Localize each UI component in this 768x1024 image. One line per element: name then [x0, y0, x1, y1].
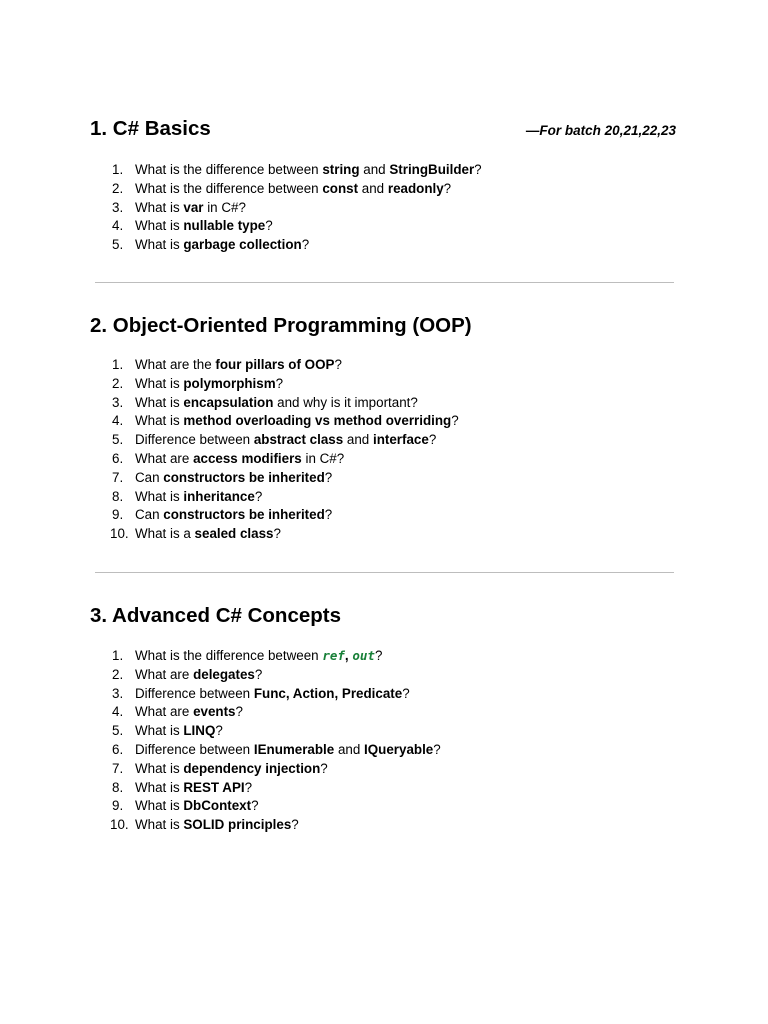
section-csharp-basics	[90, 116, 680, 253]
list-item	[112, 506, 459, 525]
item-number: 2.	[112, 180, 124, 196]
list-item	[112, 816, 441, 835]
item-text: ?	[215, 723, 223, 739]
item-keyword: interface	[372, 432, 429, 448]
item-keyword: method overloading vs method overriding	[183, 413, 452, 429]
item-number: 6.	[112, 450, 124, 466]
list-item	[112, 741, 441, 760]
batch-note-dash: —	[525, 123, 540, 138]
item-keyword: nullable type	[183, 218, 266, 234]
item-text: ?	[428, 432, 437, 448]
item-text: and	[358, 180, 388, 196]
item-text: and why is it important?	[273, 394, 418, 410]
item-text: What are	[135, 450, 194, 466]
item-text: ,	[344, 648, 353, 663]
item-text: ?	[374, 648, 383, 663]
list-item	[112, 647, 441, 666]
item-text: What is the difference between	[135, 162, 323, 177]
question-list	[112, 647, 441, 835]
item-keyword: IEnumerable	[253, 741, 335, 757]
item-text: What is	[135, 723, 184, 739]
item-text: What is	[135, 218, 184, 234]
item-text: What is	[135, 237, 184, 253]
item-keyword: abstract class	[253, 432, 344, 448]
item-text: ?	[235, 704, 243, 720]
list-item	[112, 703, 441, 722]
item-keyword: access modifiers	[193, 450, 302, 466]
item-keyword: REST API	[183, 779, 245, 795]
item-number: 2.	[112, 666, 124, 682]
item-number: 4.	[112, 218, 124, 234]
code-keyword-ref: ref	[322, 648, 345, 663]
list-item	[112, 525, 459, 544]
section-title: 3. Advanced C# Concepts	[90, 604, 342, 627]
list-item	[112, 161, 482, 180]
item-text: What is	[135, 375, 184, 391]
list-item	[112, 199, 482, 218]
item-text: ?	[265, 218, 273, 234]
item-text: What is	[135, 394, 184, 410]
item-keyword: const	[322, 180, 359, 196]
item-text: What are	[135, 666, 194, 682]
item-number: 4.	[112, 704, 124, 720]
item-keyword: delegates	[193, 666, 255, 682]
item-text: and	[334, 741, 365, 757]
item-text: What is	[135, 199, 184, 215]
item-number: 4.	[112, 413, 124, 429]
item-keyword: DbContext	[183, 798, 252, 814]
item-keyword: readonly	[387, 180, 444, 196]
item-number: 10.	[110, 526, 129, 542]
item-text: Difference between	[135, 432, 254, 448]
item-text: ?	[254, 666, 263, 682]
item-text: ?	[244, 779, 253, 795]
section-divider	[95, 282, 674, 283]
item-number: 9.	[112, 507, 124, 523]
item-text: in C#?	[203, 199, 246, 215]
item-text: ?	[251, 798, 259, 814]
item-text: What is	[135, 798, 184, 814]
item-keyword: StringBuilder	[389, 162, 475, 177]
item-keyword: events	[193, 704, 236, 720]
list-item	[112, 666, 441, 685]
item-text: Can	[135, 469, 164, 485]
item-keyword: garbage collection	[183, 237, 302, 253]
item-keyword: IQueryable	[364, 741, 434, 757]
section-title: 2. Object-Oriented Programming (OOP)	[90, 314, 472, 337]
item-keyword: polymorphism	[183, 375, 276, 391]
item-text: What is	[135, 413, 184, 429]
item-number: 3.	[112, 199, 124, 215]
item-number: 1.	[112, 162, 124, 177]
item-text: What is the difference between	[135, 180, 323, 196]
item-number: 10.	[110, 817, 129, 833]
item-keyword: SOLID principles	[183, 817, 292, 833]
item-text: ?	[402, 685, 410, 701]
item-text: What is	[135, 779, 184, 795]
item-keyword: constructors be inherited	[163, 469, 325, 485]
item-number: 9.	[112, 798, 124, 814]
item-number: 7.	[112, 760, 124, 776]
item-text: in C#?	[301, 450, 345, 466]
list-item	[112, 356, 459, 375]
item-number: 8.	[112, 488, 124, 504]
section-divider	[95, 572, 674, 573]
item-number: 5.	[112, 432, 124, 448]
item-number: 5.	[112, 723, 124, 739]
item-number: 8.	[112, 779, 124, 795]
item-text: ?	[320, 760, 328, 776]
list-item	[112, 779, 441, 798]
item-text: ?	[451, 413, 459, 429]
item-text: What is a	[135, 526, 195, 542]
list-item	[112, 760, 441, 779]
item-number: 5.	[112, 237, 124, 253]
item-number: 2.	[112, 375, 124, 391]
item-keyword: Func, Action, Predicate	[253, 685, 403, 701]
list-item	[112, 217, 482, 236]
list-item	[112, 450, 459, 469]
item-text: ?	[324, 507, 333, 523]
list-item	[112, 722, 441, 741]
list-item	[112, 180, 482, 199]
item-text: ?	[254, 488, 263, 504]
list-item	[112, 488, 459, 507]
item-text: ?	[275, 375, 284, 391]
list-item	[112, 431, 459, 450]
code-keyword-out: out	[352, 648, 375, 663]
list-item	[112, 394, 459, 413]
list-item	[112, 412, 459, 431]
item-number: 3.	[112, 685, 124, 701]
list-item	[112, 236, 482, 255]
item-text: ?	[474, 162, 482, 177]
item-keyword: encapsulation	[183, 394, 274, 410]
question-list	[112, 161, 482, 255]
item-text: ?	[291, 817, 299, 833]
section-oop	[90, 313, 680, 542]
item-number: 6.	[112, 741, 124, 757]
item-text: What is	[135, 488, 184, 504]
list-item	[112, 469, 459, 488]
item-number: 3.	[112, 394, 124, 410]
list-item	[112, 685, 441, 704]
item-text: ?	[443, 180, 452, 196]
item-text: ?	[324, 469, 333, 485]
item-text: ?	[334, 357, 342, 372]
list-item	[112, 797, 441, 816]
item-text: What are the	[135, 357, 216, 372]
list-item	[112, 375, 459, 394]
item-keyword: dependency injection	[183, 760, 321, 776]
batch-note-text: For batch 20,21,22,23	[539, 123, 676, 138]
section-advanced-csharp	[90, 603, 680, 833]
item-keyword: var	[183, 199, 204, 215]
item-text: ?	[433, 741, 441, 757]
item-text: What is	[135, 817, 184, 833]
question-list	[112, 356, 459, 544]
section-title: 1. C# Basics	[90, 117, 211, 140]
item-text: Difference between	[135, 741, 254, 757]
item-text: Difference between	[135, 685, 254, 701]
item-number: 1.	[112, 648, 124, 663]
item-text: What is the difference between	[135, 648, 323, 663]
item-text: Can	[135, 507, 164, 523]
item-keyword: inheritance	[183, 488, 255, 504]
item-text: and	[343, 432, 373, 448]
item-number: 7.	[112, 469, 124, 485]
item-text: What is	[135, 760, 184, 776]
item-text: ?	[273, 526, 281, 542]
item-text: and	[359, 162, 390, 177]
item-keyword: constructors be inherited	[163, 507, 325, 523]
item-keyword: four pillars of OOP	[215, 357, 335, 372]
item-number: 1.	[112, 357, 124, 372]
item-keyword: sealed class	[194, 526, 274, 542]
item-text: ?	[301, 237, 310, 253]
item-keyword: LINQ	[183, 723, 216, 739]
item-text: What are	[135, 704, 194, 720]
item-keyword: string	[322, 162, 360, 177]
